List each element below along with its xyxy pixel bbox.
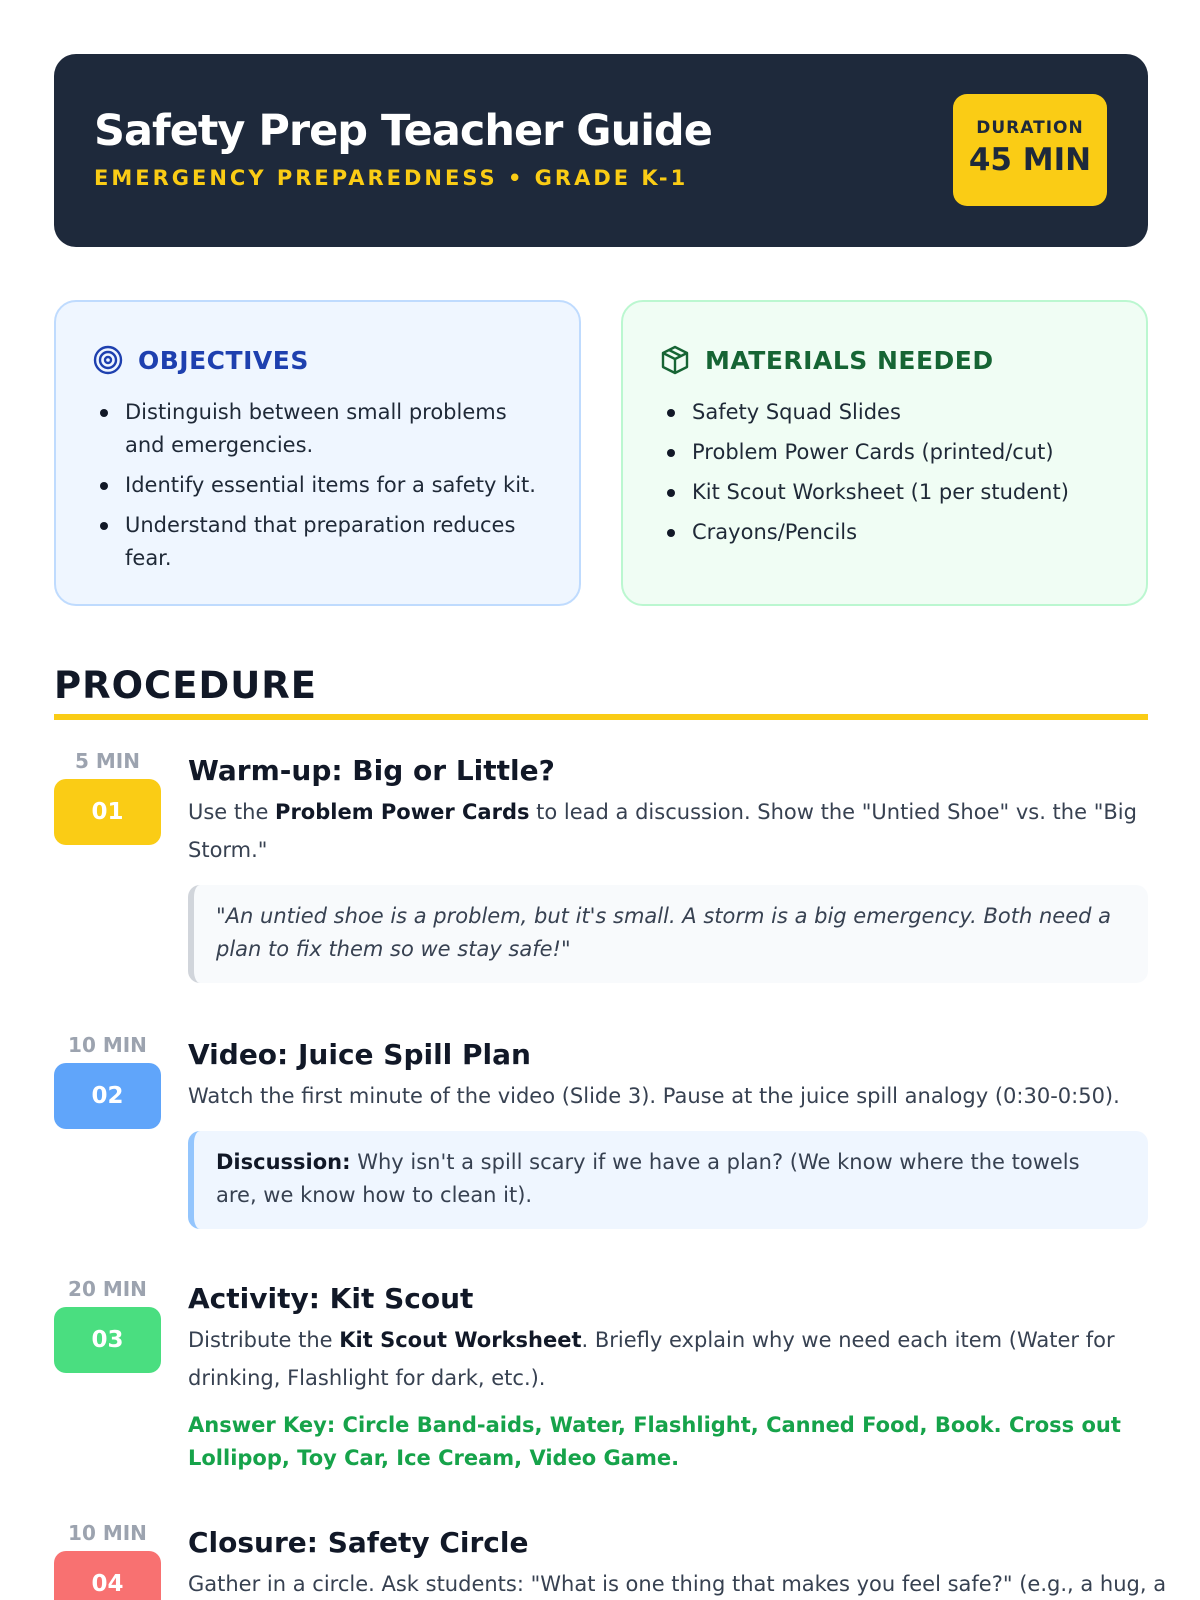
objectives-card bbox=[54, 300, 581, 606]
step-title: Activity: Kit Scout bbox=[188, 1282, 474, 1315]
step-description: Distribute the Kit Scout Worksheet. Briefly explain why we need each item (Water for drinking, Flashlight for dark, etc.). bbox=[188, 1328, 1115, 1390]
list-item: Problem Power Cards (printed/cut) bbox=[659, 436, 1110, 469]
step-number-badge: 01 bbox=[54, 779, 161, 845]
procedure-heading: PROCEDURE bbox=[54, 664, 318, 707]
duration-value: 45 MIN bbox=[968, 142, 1092, 178]
page-title: Safety Prep Teacher Guide bbox=[94, 106, 712, 156]
step-time: 10 MIN bbox=[68, 1521, 147, 1545]
box-icon bbox=[659, 344, 691, 376]
answer-key: Answer Key: Circle Band-aids, Water, Flashlight, Canned Food, Book. Cross out Lollipop, Toy Car, Ice Cream, Video Game. bbox=[188, 1413, 1121, 1470]
step-title: Warm-up: Big or Little? bbox=[188, 754, 555, 787]
target-icon bbox=[92, 344, 124, 376]
step-title: Video: Juice Spill Plan bbox=[188, 1038, 531, 1071]
materials-title: MATERIALS NEEDED bbox=[705, 345, 994, 375]
list-item: Understand that preparation reduces fear. bbox=[92, 509, 543, 575]
step-title: Closure: Safety Circle bbox=[188, 1526, 529, 1559]
list-item: Crayons/Pencils bbox=[659, 516, 1110, 549]
step-description: Use the Problem Power Cards to lead a discussion. Show the "Untied Shoe" vs. the "Big Storm." bbox=[188, 800, 1137, 862]
step-time: 10 MIN bbox=[68, 1033, 147, 1057]
objectives-list bbox=[92, 396, 543, 575]
list-item: Identify essential items for a safety kit. bbox=[92, 469, 543, 502]
page-subtitle: EMERGENCY PREPAREDNESS • GRADE K-1 bbox=[94, 166, 689, 190]
materials-list bbox=[659, 396, 1110, 549]
step-time: 5 MIN bbox=[75, 749, 140, 773]
step-description: Watch the first minute of the video (Slide 3). Pause at the juice spill analogy (0:30-0:50). bbox=[188, 1084, 1120, 1108]
step-description: Gather in a circle. Ask students: "What is one thing that makes you feel safe?" (e.g., a hug, a bbox=[188, 1572, 1167, 1596]
objectives-title: OBJECTIVES bbox=[138, 345, 309, 375]
step-number-badge: 03 bbox=[54, 1307, 161, 1373]
procedure-divider bbox=[54, 714, 1148, 720]
step-number-badge: 02 bbox=[54, 1063, 161, 1129]
materials-card bbox=[621, 300, 1148, 606]
step-number-badge: 04 bbox=[54, 1551, 161, 1600]
list-item: Distinguish between small problems and emergencies. bbox=[92, 396, 543, 462]
guide-header bbox=[54, 54, 1148, 247]
duration-label: DURATION bbox=[976, 118, 1084, 138]
list-item: Kit Scout Worksheet (1 per student) bbox=[659, 476, 1110, 509]
duration-badge bbox=[953, 94, 1107, 206]
list-item: Safety Squad Slides bbox=[659, 396, 1110, 429]
teacher-quote: "An untied shoe is a problem, but it's small. A storm is a big emergency. Both need a plan to fix them so we stay safe!" bbox=[188, 885, 1148, 983]
discussion-callout: Discussion: Why isn't a spill scary if we have a plan? (We know where the towels are, we know how to clean it). bbox=[188, 1131, 1148, 1229]
step-time: 20 MIN bbox=[68, 1277, 147, 1301]
